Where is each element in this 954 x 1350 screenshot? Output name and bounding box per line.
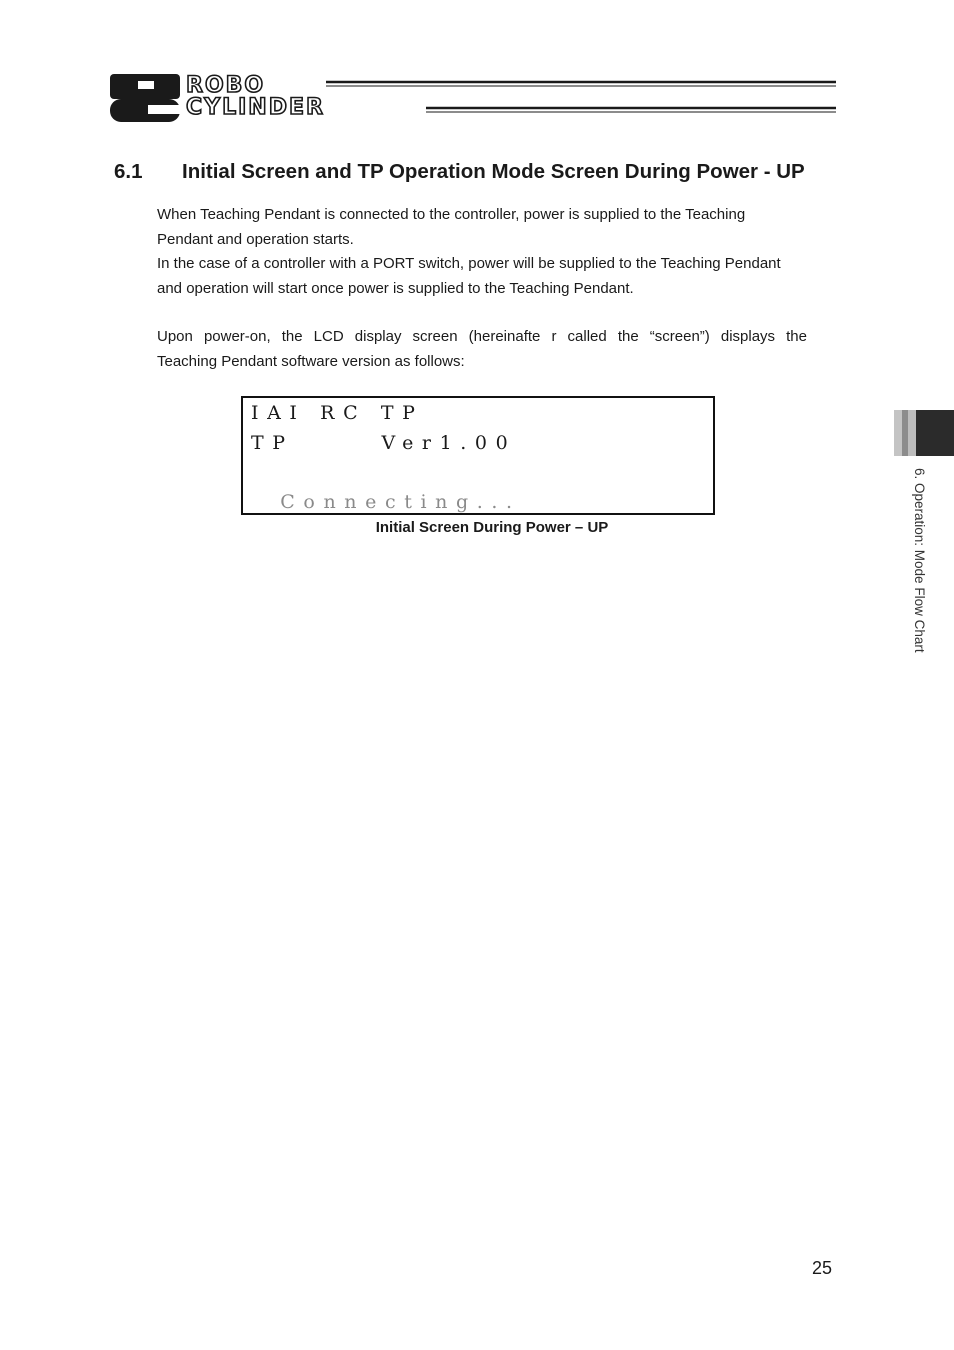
- paragraph-line: Upon power-on, the LCD display screen (hereinafte r called the “screen”) displays the: [157, 328, 807, 345]
- section-number: 6.1: [114, 160, 143, 183]
- lcd-row-2: TP Ver1.00: [251, 432, 517, 454]
- lcd-row-1: IAI RC TP: [251, 402, 424, 424]
- logo-word-robo: ROBO: [186, 73, 266, 98]
- paragraph-power-on: [157, 325, 807, 374]
- robo-cylinder-logo: [108, 72, 838, 124]
- chapter-tab: [894, 410, 954, 456]
- chapter-tab-graphic: [894, 410, 954, 456]
- paragraph-line: Pendant and operation starts.: [157, 230, 354, 248]
- logo-word-cylinder: CYLINDER: [186, 95, 325, 120]
- lcd-row-4: Connecting...: [251, 491, 521, 513]
- paragraph-line: Teaching Pendant software version as follows:: [157, 352, 465, 370]
- paragraph-port-switch: [157, 252, 837, 301]
- paragraph-line: In the case of a controller with a PORT switch, power will be supplied to the Teaching Pendant: [157, 255, 781, 272]
- chapter-side-label: 6. Operation: Mode Flow Chart: [912, 468, 927, 653]
- paragraph-line: and operation will start once power is supplied to the Teaching Pendant.: [157, 279, 634, 297]
- paragraph-line: When Teaching Pendant is connected to the controller, power is supplied to the Teaching: [157, 206, 746, 223]
- section-heading: [114, 158, 854, 186]
- page-number: 25: [812, 1258, 833, 1278]
- figure-caption: Initial Screen During Power – UP: [375, 519, 609, 536]
- paragraph-connection: [157, 203, 837, 252]
- lcd-screen: [241, 396, 715, 515]
- section-title: Initial Screen and TP Operation Mode Screen During Power - UP: [182, 160, 805, 183]
